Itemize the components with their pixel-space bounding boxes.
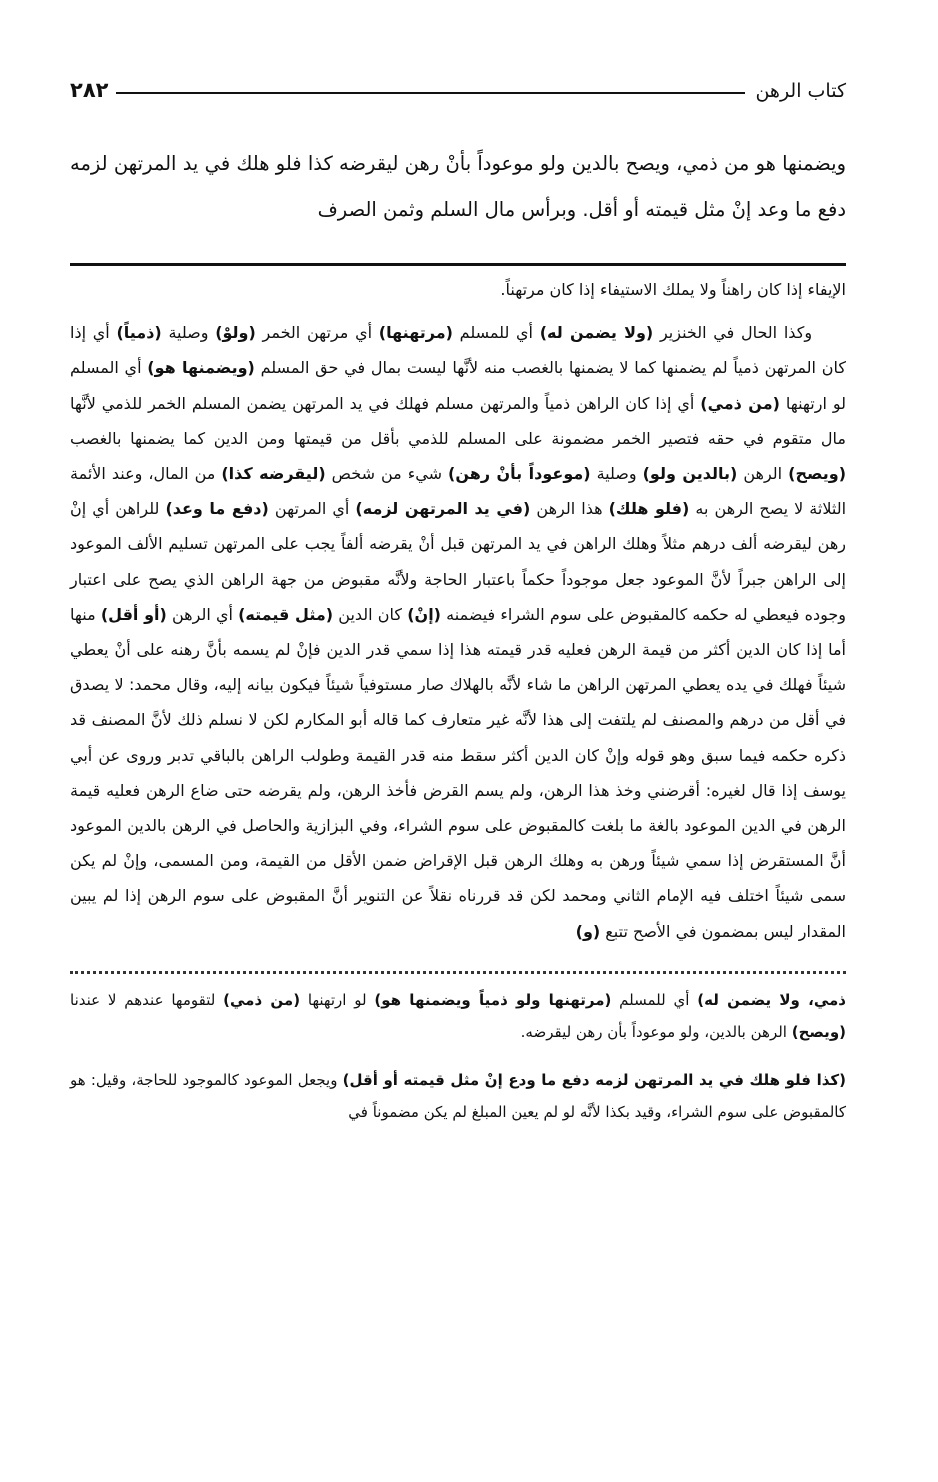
text-segment: لو ارتهنها (300, 990, 375, 1009)
book-title: كتاب الرهن (755, 80, 846, 102)
bold-quote-segment: (مرتهنها ولو ذمياً ويضمنها هو) (374, 990, 612, 1009)
bold-quote-segment: (موعوداً بأنْ رهن) (448, 464, 591, 484)
bold-quote-segment: (إنْ) (407, 604, 441, 624)
bold-quote-segment: (في يد المرتهن لزمه) (355, 499, 531, 519)
bold-quote-segment: (أو أقل) (100, 604, 167, 624)
text-segment: وصلية (590, 464, 643, 484)
text-segment: منها أما إذا كان الدين أكثر من قيمة الرهن فعليه قدر قيمته هذا إذا سمي قدر الدين فإنْ لم يسمه بأنَّ رهنه على أنْ يعطي شيئاً فهلك في يده يعطي المرتهن الراهن ما شاء لأنَّه بالهلاك صار مستوفياً شيئاً فيكون بيانه إليه، وقال محمد: لا يصدق في أقل من درهم والمصنف لم يلتفت إلى هذا لأنَّه غير متعارف كما قاله أبو المكارم لكن لا نسلم ذلك لأنَّ المصنف قد ذكره حكمه فيما سبق وهو قوله وإنْ كان الدين أكثر سقط منه قدر القيمة وطولب الراهن بالباقي تدبر وروى عن أبي يوسف إذا قال لغيره: أقرضني وخذ هذا الرهن، ولم يسم القرض فأخذ الرهن، ولم يقرضه حتى ضاع الرهن فعليه قيمة الرهن في الدين الموعود بالغة ما بلغت كالمقبوض على سوم الشراء، وفي البزازية والحاصل في الرهن بالدين الموعود أنَّ المستقرض إذا سمي شيئاً ورهن به وهلك الرهن قبل الإقراض ضمن الأقل من القيمة، ومن المسمى، وإنْ لم يكن سمى شيئاً اختلف فيه الإمام الثاني ومحمد لكن قد قررناه نقلاً عن التنوير أنَّ المقبوض على سوم الرهن إذا لم يبين المقدار ليس بمضمون في الأصح تتبع (70, 604, 846, 941)
bold-quote-segment: (و) (575, 921, 601, 941)
hashiya-note-1 (70, 984, 846, 1048)
hashiya-footnotes (70, 984, 846, 1128)
bold-quote-segment: (من ذمي) (223, 990, 301, 1009)
text-segment: أي للمسلم (611, 990, 698, 1009)
bold-quote-segment: (مثل قيمته) (238, 604, 334, 624)
text-segment: شيء من شخص (325, 464, 449, 484)
text-segment: وكذا الحال في الخنزير (653, 323, 813, 343)
bold-quote-segment: ذمي، ولا يضمن له) (697, 990, 847, 1009)
footnote-dotted-rule (70, 971, 846, 974)
bold-quote-segment: (ويصح) (788, 464, 846, 484)
bold-quote-segment: (دفع ما وعد) (165, 499, 269, 519)
bold-quote-segment: (بالدين ولو) (642, 464, 738, 484)
text-segment: لتقومها عندهم لا عندنا (70, 990, 224, 1009)
page-number: ٢٨٢ (70, 78, 109, 102)
bold-quote-segment: (ولوْ) (215, 323, 256, 343)
bold-quote-segment: (ذمياً) (116, 323, 162, 343)
sharh-commentary (70, 272, 846, 949)
bold-quote-segment: (مرتهنها) (378, 323, 453, 343)
bold-quote-segment: (كذا فلو هلك في يد المرتهن لزمه دفع ما ودع إنْ مثل قيمته أو أقل) (342, 1070, 846, 1089)
matn-divider (70, 263, 846, 266)
text-segment: أي المرتهن (268, 499, 356, 519)
bold-quote-segment: (ويضمنها هو) (147, 358, 255, 378)
text-segment: أي إذا كان الراهن ذمياً والمرتهن مسلم فهلك في يد المرتهن يضمن المسلم الخمر للذمي لأنَّها مال متقوم في حقه فتصير الخمر مضمونة على المسلم للذمي بأقل من قيمتها ومن الدين كما يضمنها بالغصب (70, 393, 846, 448)
text-segment: ويجعل الموعود كالموجود للحاجة، وقيل: هو كالمقبوض على سوم الشراء، وقيد بكذا لأنَّه لو لم يعين المبلغ لم يكن مضموناً في (70, 1070, 846, 1121)
bold-quote-segment: (من ذمي) (700, 393, 780, 413)
text-segment: هذا الرهن (530, 499, 609, 519)
text-segment: الرهن بالدين، ولو موعوداً بأن رهن ليقرضه. (520, 1022, 792, 1041)
header-rule (116, 92, 745, 94)
text-segment: أي للمسلم (452, 323, 540, 343)
text-segment: من المال، وعند الأئمة الثلاثة لا يصح الرهن به (70, 464, 847, 519)
text-segment: أي مرتهن الخمر (255, 323, 379, 343)
sharh-paragraph (70, 315, 846, 949)
hashiya-note-2 (70, 1064, 846, 1128)
matn-paragraph: ويضمنها هو من ذمي، ويصح بالدين ولو موعوداً بأنْ رهن ليقرضه كذا فلو هلك في يد المرتهن لزمه دفع ما وعد إنْ مثل قيمته أو أقل. وبرأس مال السلم وثمن الصرف (70, 152, 846, 221)
sharh-first-line: الإيفاء إذا كان راهناً ولا يملك الاستيفاء إذا كان مرتهناً. (500, 280, 846, 299)
matn-text (70, 141, 846, 233)
book-page (70, 55, 846, 1128)
text-segment: أي المسلم لو ارتهنها (70, 358, 846, 413)
bold-quote-segment: (ليقرضه كذا) (221, 464, 326, 484)
text-segment: وصلية (161, 323, 216, 343)
text-segment: الرهن (737, 464, 789, 484)
text-segment: أي إذا كان المرتهن ذمياً لم يضمنها كما لا يضمنها بالغصب منه لأنَّها ليست بمال في حق المسلم (70, 323, 846, 378)
text-segment: أي الرهن (166, 604, 239, 624)
text-segment: كان الدين (333, 604, 408, 624)
bold-quote-segment: (فلو هلك) (608, 499, 690, 519)
page-header (70, 55, 846, 101)
bold-quote-segment: (ويصح) (791, 1022, 846, 1041)
text-segment: للراهن أي إنْ رهن ليقرضه ألف درهم مثلاً وهلك الراهن في يد المرتهن قبل أنْ يقرضه ألفاً يجب على المرتهن تسليم الألف الموعود إلى الراهن جبراً لأنَّ الموعود جعل موجوداً حكماً باعتبار الحاجة ولأنَّه مقبوض من جهة الراهن الذي يصح على اعتبار وجوده فيعطي له حكمه كالمقبوض على سوم الشراء فيضمنه (70, 499, 846, 624)
bold-quote-segment: (ولا يضمن له) (539, 323, 654, 343)
